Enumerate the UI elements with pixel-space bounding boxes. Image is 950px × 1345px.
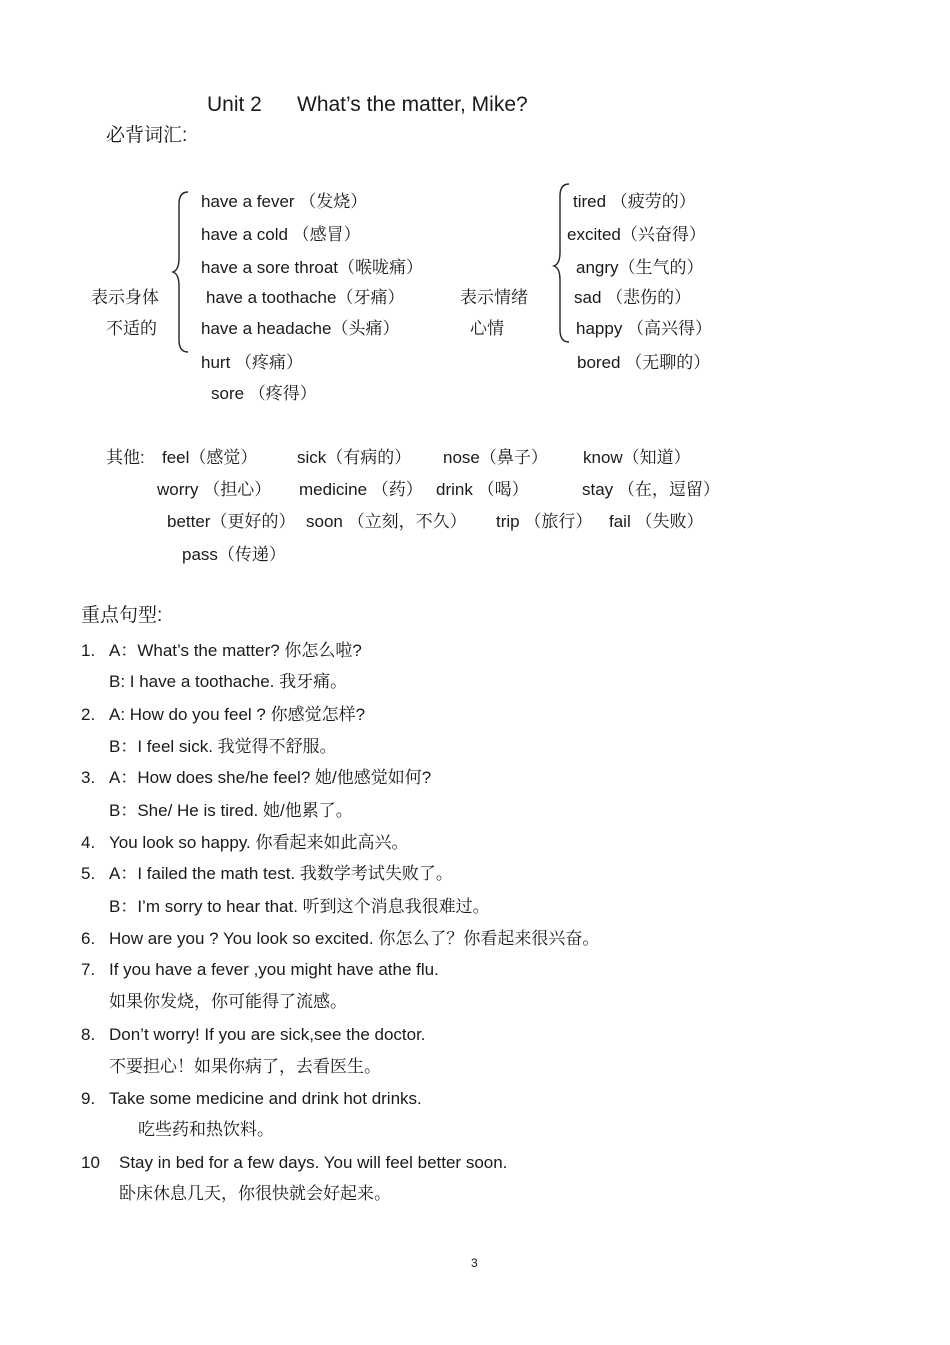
sentence-number: 2.: [81, 705, 96, 724]
sentence-line: 如果你发烧，你可能得了流感。: [109, 992, 347, 1011]
sentence-line: 吃些药和热饮料。: [138, 1120, 274, 1139]
mood-group-label-2: 心情: [470, 319, 504, 338]
mood-item-bored: bored （无聊的）: [577, 353, 711, 372]
sentence-line: B：I feel sick. 我觉得不舒服。: [109, 737, 337, 756]
left-brace-icon: [172, 190, 192, 356]
sentence-number: 7.: [81, 960, 96, 979]
other-word: pass（传递）: [182, 545, 286, 564]
other-word: know（知道）: [583, 448, 691, 467]
sentence-line: B: I have a toothache. 我牙痛。: [109, 672, 348, 691]
sentence-number: 4.: [81, 833, 96, 852]
other-word: fail （失败）: [609, 512, 704, 531]
sentence-line: How are you ? You look so excited. 你怎么了？你看起来很兴奋。: [109, 929, 600, 948]
body-item-fever: have a fever （发烧）: [201, 192, 368, 211]
sentence-line: 不要担心！如果你病了，去看医生。: [109, 1057, 381, 1076]
sentence-number: 10: [81, 1153, 100, 1172]
body-item-hurt: hurt （疼痛）: [201, 353, 304, 372]
other-word: trip （旅行）: [496, 512, 593, 531]
sentences-heading: 重点句型:: [81, 605, 163, 626]
page-number: 3: [471, 1256, 478, 1270]
sentence-number: 9.: [81, 1089, 96, 1108]
sentence-line: Stay in bed for a few days. You will feel better soon.: [119, 1153, 508, 1172]
body-item-sore: sore （疼得）: [211, 384, 317, 403]
left-brace-icon-mood: [553, 182, 573, 346]
other-word: feel（感觉）: [162, 448, 258, 467]
other-word: medicine （药）: [299, 480, 423, 499]
body-item-sore-throat: have a sore throat（喉咙痛）: [201, 258, 424, 277]
mood-item-tired: tired （疲劳的）: [573, 192, 696, 211]
sentence-line: A: How do you feel ? 你感觉怎样?: [109, 705, 366, 724]
sentence-line: 卧床休息几天，你很快就会好起来。: [119, 1184, 391, 1203]
vocab-heading: 必背词汇:: [106, 125, 188, 146]
other-word: sick（有病的）: [297, 448, 412, 467]
unit-label: Unit 2: [207, 93, 262, 116]
body-item-toothache: have a toothache（牙痛）: [206, 288, 405, 307]
sentence-line: A：I failed the math test. 我数学考试失败了。: [109, 864, 453, 883]
body-item-cold: have a cold （感冒）: [201, 225, 361, 244]
sentence-line: If you have a fever ,you might have athe flu.: [109, 960, 439, 979]
other-word: stay （在，逗留）: [582, 480, 720, 499]
other-word: better（更好的）: [167, 512, 296, 531]
body-group-label-1: 表示身体: [91, 288, 159, 307]
mood-item-angry: angry（生气的）: [576, 258, 704, 277]
sentence-line: A：How does she/he feel? 她/他感觉如何?: [109, 768, 432, 787]
other-label: 其他:: [106, 448, 145, 467]
body-item-headache: have a headache（头痛）: [201, 319, 400, 338]
other-word: soon （立刻，不久）: [306, 512, 467, 531]
sentence-number: 3.: [81, 768, 96, 787]
sentence-line: Don’t worry! If you are sick,see the doctor.: [109, 1025, 426, 1044]
sentence-line: Take some medicine and drink hot drinks.: [109, 1089, 422, 1108]
sentence-line: A：What’s the matter? 你怎么啦?: [109, 641, 362, 660]
other-word: worry （担心）: [157, 480, 272, 499]
sentence-line: B：I’m sorry to hear that. 听到这个消息我很难过。: [109, 897, 490, 916]
body-group-label-2: 不适的: [106, 319, 157, 338]
mood-item-sad: sad （悲伤的）: [574, 288, 692, 307]
mood-item-excited: excited（兴奋得）: [567, 225, 706, 244]
other-word: drink （喝）: [436, 480, 529, 499]
sentence-number: 8.: [81, 1025, 96, 1044]
sentence-number: 5.: [81, 864, 96, 883]
other-word: nose（鼻子）: [443, 448, 548, 467]
sentence-number: 6.: [81, 929, 96, 948]
sentence-line: B：She/ He is tired. 她/他累了。: [109, 801, 353, 820]
page-title: What’s the matter, Mike?: [297, 93, 528, 116]
sentence-number: 1.: [81, 641, 96, 660]
mood-group-label-1: 表示情绪: [460, 288, 528, 307]
sentence-line: You look so happy. 你看起来如此高兴。: [109, 833, 409, 852]
mood-item-happy: happy （高兴得）: [576, 319, 713, 338]
